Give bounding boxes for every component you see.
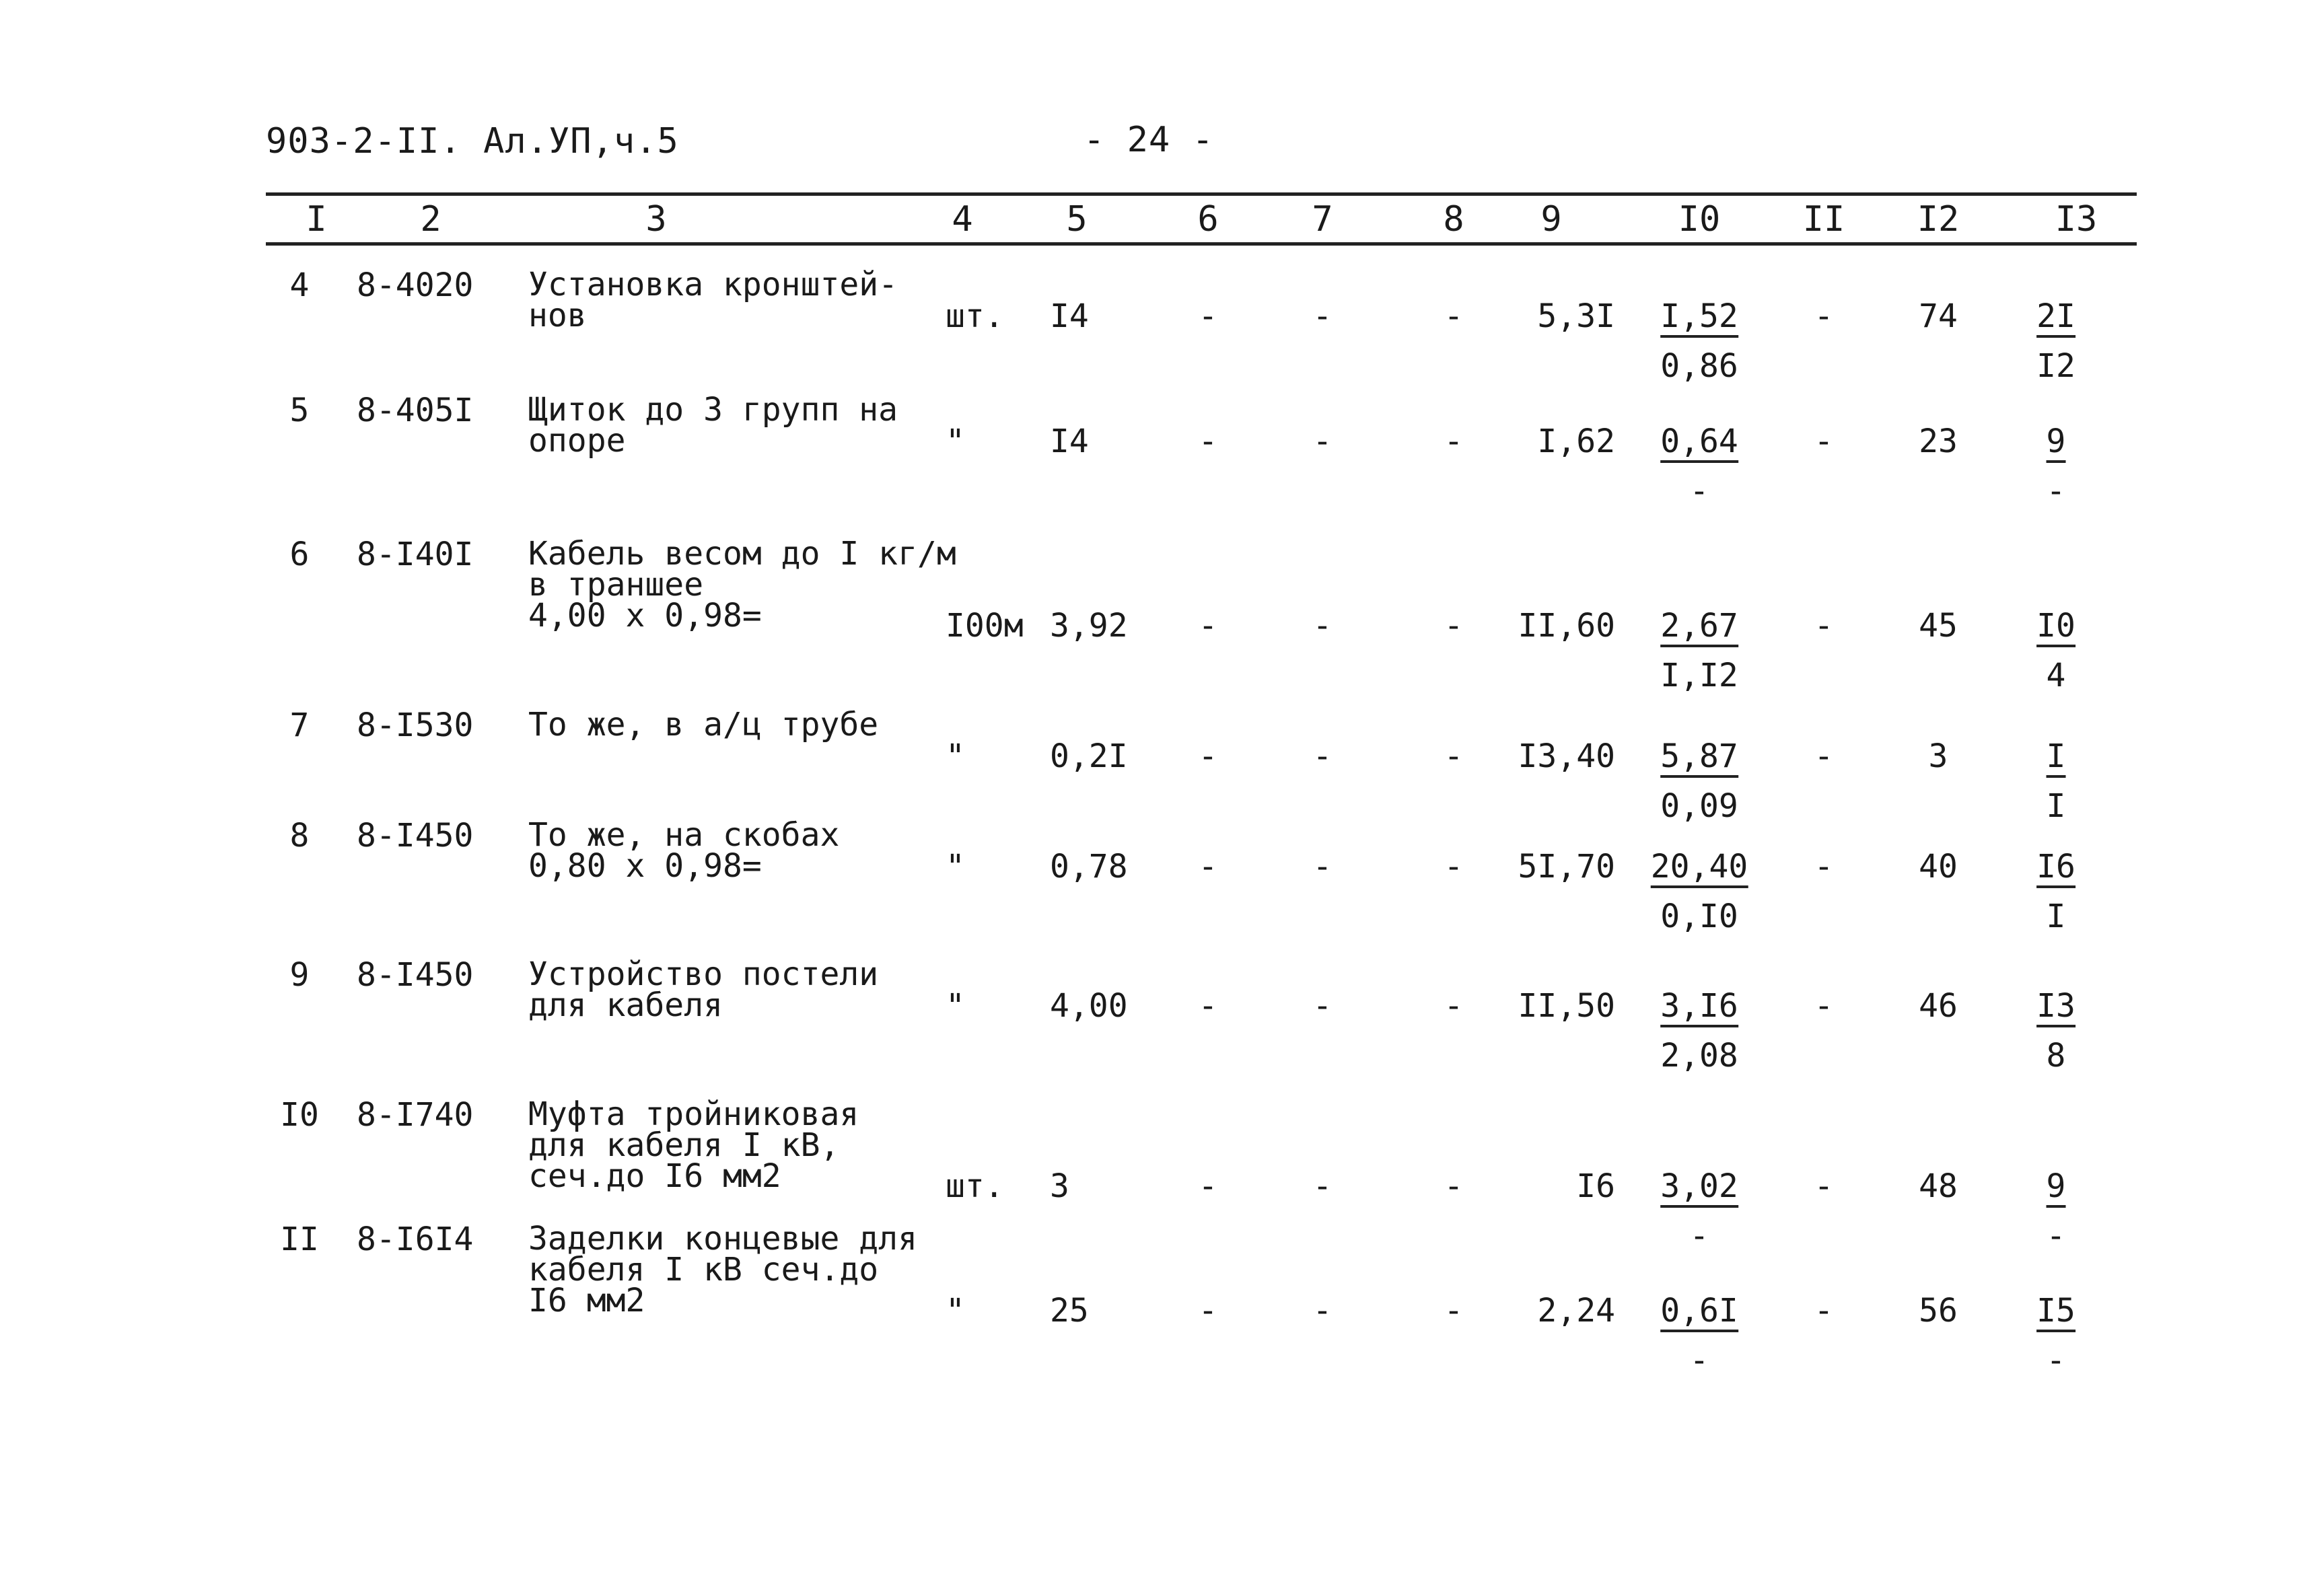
col10-fraction-numerator: I,52	[1660, 300, 1738, 338]
quantity: 4,00	[1050, 987, 1128, 1025]
rate-code: 8-I450	[357, 956, 474, 994]
description-line: Щиток до 3 групп на	[528, 391, 898, 429]
col10-fraction	[1660, 297, 1738, 385]
col7-value: -	[1312, 423, 1333, 460]
col13-fraction	[2046, 737, 2066, 825]
col8-value: -	[1444, 1167, 1464, 1205]
col9-value: 2,24	[1537, 1292, 1615, 1330]
col8-value: -	[1444, 297, 1464, 335]
col11-value: -	[1814, 607, 1834, 645]
quantity: 3	[1050, 1167, 1069, 1205]
unit: "	[946, 987, 965, 1025]
col13-fraction-denominator: -	[2046, 1217, 2066, 1255]
col13-fraction	[2036, 607, 2075, 694]
unit: "	[946, 848, 965, 885]
rate-code: 8-I450	[357, 817, 474, 855]
rate-code: 8-I6I4	[357, 1221, 474, 1258]
description-line: То же, на скобах	[528, 816, 840, 854]
row-number: 5	[289, 392, 310, 429]
work-description	[528, 816, 840, 885]
work-description	[528, 706, 879, 743]
col6-value: -	[1198, 297, 1218, 335]
col7-value: -	[1312, 297, 1333, 335]
description-line: опоре	[528, 422, 626, 460]
col10-fraction-numerator: 0,6I	[1660, 1295, 1738, 1332]
col10-fraction-numerator: 5,87	[1660, 740, 1738, 778]
col11-value: -	[1814, 848, 1834, 885]
description-line: для кабеля	[528, 986, 723, 1024]
column-header: 7	[1312, 199, 1333, 240]
work-description	[528, 266, 898, 334]
column-header: 4	[952, 199, 973, 240]
col13-fraction-denominator: -	[2046, 1342, 2066, 1379]
col13-fraction-denominator: I	[2046, 898, 2066, 935]
unit: шт.	[946, 1167, 1004, 1205]
work-description	[528, 1220, 917, 1319]
quantity: 0,2I	[1050, 737, 1128, 775]
col7-value: -	[1312, 737, 1333, 775]
description-line: в траншее	[528, 566, 704, 604]
column-header: I2	[1917, 199, 1960, 240]
col11-value: -	[1814, 1292, 1834, 1330]
col11-value: -	[1814, 297, 1834, 335]
col10-fraction-numerator: 0,64	[1660, 425, 1738, 463]
col13-fraction	[2046, 1167, 2066, 1255]
col7-value: -	[1312, 1292, 1333, 1330]
unit: I00м	[946, 607, 1024, 645]
quantity: I4	[1050, 423, 1089, 460]
col10-fraction	[1660, 607, 1738, 694]
description-line: для кабеля I кВ,	[528, 1126, 840, 1164]
col13-fraction-numerator: I5	[2036, 1295, 2075, 1332]
col12-value: 74	[1919, 297, 1958, 335]
col13-fraction-denominator: I	[2046, 787, 2066, 825]
row-number: 9	[289, 956, 310, 994]
col11-value: -	[1814, 987, 1834, 1025]
col9-value: I6	[1576, 1167, 1615, 1205]
column-header: II	[1802, 199, 1845, 240]
col10-fraction-denominator: 0,09	[1660, 787, 1738, 825]
col11-value: -	[1814, 1167, 1834, 1205]
work-description	[528, 955, 879, 1024]
col10-fraction-denominator: -	[1689, 1217, 1709, 1255]
row-number: 6	[289, 536, 310, 573]
col12-value: 3	[1928, 737, 1948, 775]
col13-fraction	[2036, 297, 2075, 385]
col12-value: 45	[1919, 607, 1958, 645]
col8-value: -	[1444, 848, 1464, 885]
col13-fraction-numerator: 9	[2047, 1170, 2066, 1208]
col13-fraction-denominator: 8	[2046, 1037, 2066, 1075]
description-line: Установка кронштей-	[528, 266, 898, 303]
unit: "	[946, 423, 965, 460]
col10-fraction-denominator: 0,I0	[1660, 898, 1738, 935]
col9-value: I,62	[1537, 423, 1615, 460]
col10-fraction-denominator: 2,08	[1660, 1037, 1738, 1075]
col13-fraction-numerator: I	[2047, 740, 2066, 778]
rate-code: 8-4020	[357, 266, 474, 304]
row-number: 8	[289, 817, 310, 855]
quantity: 0,78	[1050, 848, 1128, 885]
col13-fraction-denominator: 4	[2046, 657, 2066, 694]
col13-fraction-numerator: I0	[2036, 610, 2075, 647]
description-line: I6 мм2	[528, 1282, 645, 1319]
column-header: I	[306, 199, 327, 240]
work-description	[528, 391, 898, 460]
description-line: Заделки концевые для	[528, 1220, 917, 1258]
work-description	[528, 1095, 859, 1195]
work-description	[528, 535, 956, 634]
description-line: То же, в а/ц трубе	[528, 706, 879, 743]
row-number: II	[280, 1221, 319, 1258]
col7-value: -	[1312, 607, 1333, 645]
document-code: 903-2-II. Ал.УП,ч.5	[266, 121, 679, 161]
col10-fraction	[1660, 1167, 1738, 1255]
row-number: 7	[289, 706, 310, 744]
col13-fraction	[2036, 987, 2075, 1075]
col10-fraction-numerator: 20,40	[1651, 850, 1748, 888]
description-line: Кабель весом до I кг/м	[528, 535, 956, 573]
rate-code: 8-I740	[357, 1096, 474, 1134]
col10-fraction	[1660, 1292, 1738, 1379]
col13-fraction	[2046, 423, 2066, 510]
column-header: I0	[1678, 199, 1721, 240]
column-header: 3	[645, 199, 667, 240]
col11-value: -	[1814, 423, 1834, 460]
col6-value: -	[1198, 848, 1218, 885]
col10-fraction-numerator: 2,67	[1660, 610, 1738, 647]
description-line: 0,80 х 0,98=	[528, 847, 762, 885]
col13-fraction	[2036, 1292, 2075, 1379]
col8-value: -	[1444, 607, 1464, 645]
col6-value: -	[1198, 1167, 1218, 1205]
col10-fraction	[1660, 737, 1738, 825]
column-header: 8	[1443, 199, 1464, 240]
description-line: нов	[528, 297, 587, 334]
col10-fraction-denominator: -	[1689, 1342, 1709, 1379]
unit: "	[946, 1292, 965, 1330]
col9-value: 5I,70	[1518, 848, 1615, 885]
col8-value: -	[1444, 1292, 1464, 1330]
col6-value: -	[1198, 607, 1218, 645]
quantity: I4	[1050, 297, 1089, 335]
rate-code: 8-405I	[357, 392, 474, 429]
unit: шт.	[946, 297, 1004, 335]
col13-fraction-denominator: I2	[2036, 347, 2075, 385]
description-line: 4,00 х 0,98=	[528, 597, 762, 634]
col7-value: -	[1312, 1167, 1333, 1205]
col10-fraction	[1651, 850, 1748, 933]
description-line: сеч.до I6 мм2	[528, 1157, 781, 1195]
col13-fraction-numerator: 9	[2047, 425, 2066, 463]
col12-value: 48	[1919, 1167, 1958, 1205]
quantity: 3,92	[1050, 607, 1128, 645]
col12-value: 40	[1919, 848, 1958, 885]
col7-value: -	[1312, 987, 1333, 1025]
col13-fraction-denominator: -	[2046, 472, 2066, 510]
col12-value: 56	[1919, 1292, 1958, 1330]
col9-value: 5,3I	[1537, 297, 1615, 335]
col6-value: -	[1198, 1292, 1218, 1330]
col9-value: I3,40	[1518, 737, 1615, 775]
table-top-rule	[266, 192, 2137, 196]
rate-code: 8-I530	[357, 706, 474, 744]
col6-value: -	[1198, 737, 1218, 775]
col10-fraction-denominator: I,I2	[1660, 657, 1738, 694]
description-line: Муфта тройниковая	[528, 1095, 859, 1133]
col6-value: -	[1198, 423, 1218, 460]
column-header: 5	[1066, 199, 1088, 240]
col8-value: -	[1444, 737, 1464, 775]
rate-code: 8-I40I	[357, 536, 474, 573]
column-header: 6	[1197, 199, 1219, 240]
column-header: I3	[2055, 199, 2098, 240]
col12-value: 23	[1919, 423, 1958, 460]
col6-value: -	[1198, 987, 1218, 1025]
col10-fraction	[1660, 423, 1738, 510]
col10-fraction-numerator: 3,I6	[1660, 990, 1738, 1027]
row-number: 4	[289, 266, 310, 304]
col13-fraction-numerator: I6	[2036, 850, 2075, 888]
description-line: кабеля I кВ сеч.до	[528, 1251, 879, 1289]
col8-value: -	[1444, 423, 1464, 460]
col10-fraction-numerator: 3,02	[1660, 1170, 1738, 1208]
col8-value: -	[1444, 987, 1464, 1025]
col10-fraction	[1660, 987, 1738, 1075]
column-header: 2	[420, 199, 441, 240]
column-header: 9	[1540, 199, 1562, 240]
col13-fraction-numerator: 2I	[2036, 300, 2075, 338]
col13-fraction-numerator: I3	[2036, 990, 2075, 1027]
col9-value: II,60	[1518, 607, 1615, 645]
col9-value: II,50	[1518, 987, 1615, 1025]
table-header-rule	[266, 242, 2137, 246]
col11-value: -	[1814, 737, 1834, 775]
col10-fraction-denominator: -	[1689, 472, 1709, 510]
row-number: I0	[280, 1096, 319, 1134]
col10-fraction-denominator: 0,86	[1660, 347, 1738, 385]
page-number: - 24 -	[1084, 120, 1214, 160]
description-line: Устройство постели	[528, 955, 879, 993]
col13-fraction	[2036, 850, 2075, 933]
col12-value: 46	[1919, 987, 1958, 1025]
col7-value: -	[1312, 848, 1333, 885]
unit: "	[946, 737, 965, 775]
quantity: 25	[1050, 1292, 1089, 1330]
